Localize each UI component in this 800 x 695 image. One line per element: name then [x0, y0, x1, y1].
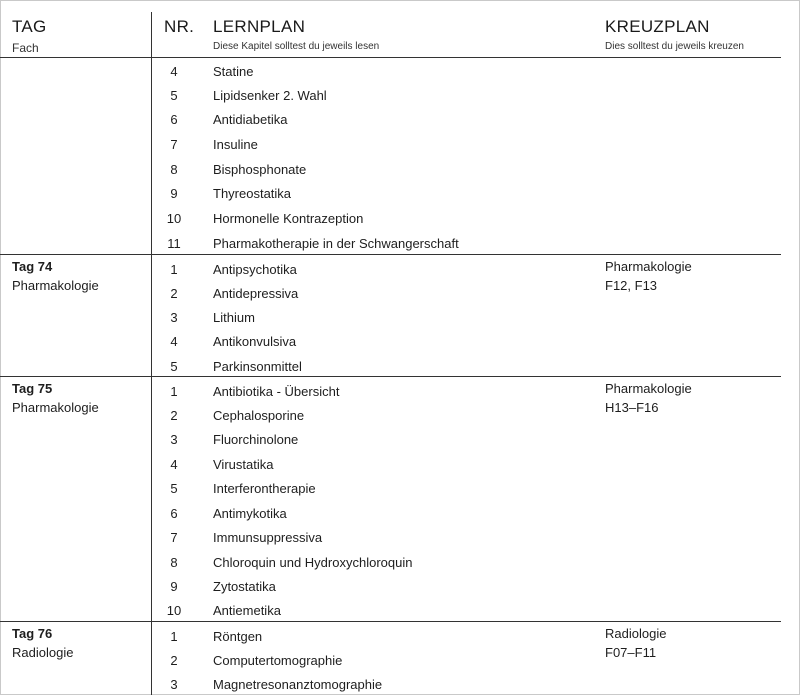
day-subject: Radiologie [12, 645, 74, 660]
header-tag: TAG [12, 17, 47, 36]
row-number: 5 [170, 359, 178, 374]
row-topic: Röntgen [213, 629, 263, 644]
row-topic: Immunsuppressiva [213, 530, 323, 545]
header-kreuzplan-subtitle: Dies solltest du jeweils kreuzen [605, 41, 744, 52]
row-topic: Insuline [213, 137, 258, 152]
row-topic: Chloroquin und Hydroxychloroquin [213, 555, 413, 570]
row-topic: Virustatika [213, 457, 274, 472]
row-topic: Parkinsonmittel [213, 359, 302, 374]
row-number: 2 [170, 286, 178, 301]
kreuzplan-range: F12, F13 [605, 278, 658, 293]
row-number: 4 [170, 64, 178, 79]
header-nr: NR. [164, 17, 195, 36]
row-number: 1 [170, 384, 178, 399]
row-topic: Antidepressiva [213, 286, 299, 301]
row-topic: Cephalosporine [213, 408, 305, 423]
row-number: 1 [170, 629, 178, 644]
row-topic: Magnetresonanztomographie [213, 677, 383, 692]
row-number: 6 [170, 506, 178, 521]
row-number: 11 [167, 236, 181, 251]
row-number: 4 [170, 457, 178, 472]
header-lernplan-subtitle: Diese Kapitel solltest du jeweils lesen [213, 41, 380, 52]
row-topic: Lithium [213, 310, 255, 325]
row-number: 5 [170, 88, 178, 103]
row-number: 2 [170, 408, 178, 423]
kreuzplan-subject: Pharmakologie [605, 381, 692, 396]
row-topic: Pharmakotherapie in der Schwangerschaft [213, 236, 459, 251]
row-number: 3 [170, 432, 178, 447]
column-divider [151, 12, 152, 695]
row-topic: Interferontherapie [213, 481, 316, 496]
row-topic: Bisphosphonate [213, 162, 307, 177]
row-topic: Antiemetika [213, 603, 281, 618]
section-divider [0, 376, 781, 377]
row-number: 8 [170, 555, 178, 570]
row-number: 7 [170, 530, 178, 545]
header-kreuzplan: KREUZPLAN [605, 17, 710, 36]
row-number: 7 [170, 137, 178, 152]
day-subject: Pharmakologie [12, 400, 99, 415]
kreuzplan-range: H13–F16 [605, 400, 659, 415]
header-fach: Fach [12, 41, 39, 55]
section-divider [0, 254, 781, 255]
kreuzplan-subject: Pharmakologie [605, 259, 692, 274]
row-topic: Fluorchinolone [213, 432, 299, 447]
row-number: 3 [170, 677, 178, 692]
row-topic: Antidiabetika [213, 112, 288, 127]
header-lernplan: LERNPLAN [213, 17, 306, 36]
row-topic: Computertomographie [213, 653, 343, 668]
row-number: 5 [170, 481, 178, 496]
day-title: Tag 76 [12, 626, 53, 641]
row-topic: Antikonvulsiva [213, 334, 297, 349]
section-divider [0, 621, 781, 622]
row-topic: Hormonelle Kontrazeption [213, 211, 364, 226]
row-topic: Antimykotika [213, 506, 287, 521]
header-divider [0, 57, 781, 58]
kreuzplan-subject: Radiologie [605, 626, 667, 641]
row-number: 8 [170, 162, 178, 177]
day-subject: Pharmakologie [12, 278, 99, 293]
row-number: 10 [166, 211, 182, 226]
row-number: 10 [166, 603, 182, 618]
row-topic: Antibiotika - Übersicht [213, 384, 340, 399]
row-topic: Thyreostatika [213, 186, 292, 201]
row-topic: Lipidsenker 2. Wahl [213, 88, 327, 103]
row-number: 4 [170, 334, 178, 349]
row-number: 1 [170, 262, 178, 277]
row-number: 2 [170, 653, 178, 668]
kreuzplan-range: F07–F11 [605, 645, 657, 660]
row-topic: Zytostatika [213, 579, 276, 594]
row-number: 9 [170, 579, 178, 594]
row-number: 3 [170, 310, 178, 325]
row-number: 6 [170, 112, 178, 127]
row-number: 9 [170, 186, 178, 201]
day-title: Tag 75 [12, 381, 53, 396]
row-topic: Statine [213, 64, 254, 79]
day-title: Tag 74 [12, 259, 53, 274]
row-topic: Antipsychotika [213, 262, 297, 277]
